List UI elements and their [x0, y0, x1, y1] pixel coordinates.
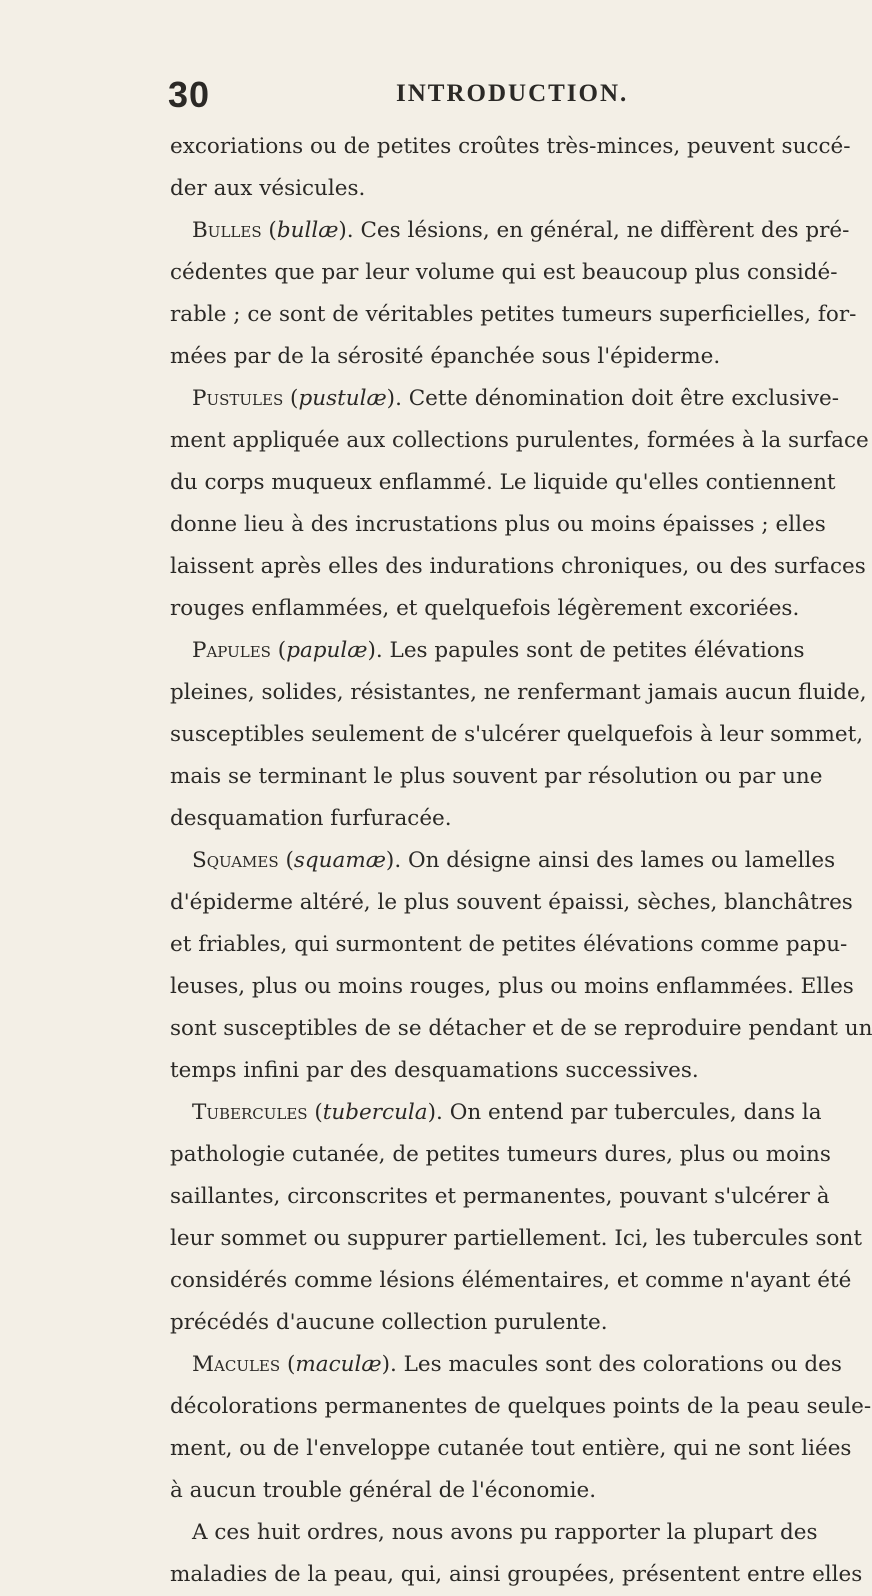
section-term: Macules — [192, 1352, 281, 1377]
text-line: Tubercules (tubercula). On entend par tubercules, dans la — [192, 1100, 822, 1125]
text-line: saillantes, circonscrites et permanentes, pouvant s'ulcérer à — [170, 1184, 830, 1209]
section-term: Papules — [192, 638, 271, 663]
text-line: décolorations permanentes de quelques points de la peau seule- — [170, 1394, 872, 1419]
latin-term: squamæ — [293, 848, 386, 873]
text-line: ment appliquée aux collections purulentes, formées à la surface — [170, 428, 869, 453]
text-line: Papules (papulæ). Les papules sont de petites élévations — [192, 638, 805, 663]
text-line: donne lieu à des incrustations plus ou moins épaisses ; elles — [170, 512, 826, 537]
text-line: Bulles (bullæ). Ces lésions, en général, ne diffèrent des pré- — [192, 218, 850, 243]
section-term: Pustules — [192, 386, 284, 411]
text-line: précédés d'aucune collection purulente. — [170, 1310, 608, 1335]
section-term: Squames — [192, 848, 279, 873]
text-line: der aux vésicules. — [170, 176, 366, 201]
body-text — [170, 126, 872, 1596]
text-line: d'épiderme altéré, le plus souvent épaissi, sèches, blanchâtres — [170, 890, 853, 915]
page-header — [168, 74, 628, 126]
latin-term: bullæ — [276, 218, 339, 243]
text-line: à aucun trouble général de l'économie. — [170, 1478, 597, 1503]
text-line: excoriations ou de petites croûtes très-minces, peuvent succé- — [170, 134, 851, 159]
text-line: maladies de la peau, qui, ainsi groupées, présentent entre elles — [170, 1562, 863, 1587]
text-line: Macules (maculæ). Les macules sont des colorations ou des — [192, 1352, 842, 1377]
text-line: mées par de la sérosité épanchée sous l'épiderme. — [170, 344, 721, 369]
latin-term: tubercula — [322, 1100, 428, 1125]
text-line: rable ; ce sont de véritables petites tumeurs superficielles, for- — [170, 302, 857, 327]
latin-term: papulæ — [286, 638, 368, 663]
text-line: ment, ou de l'enveloppe cutanée tout entière, qui ne sont liées — [170, 1436, 852, 1461]
text-line: pathologie cutanée, de petites tumeurs dures, plus ou moins — [170, 1142, 831, 1167]
section-term: Tubercules — [192, 1100, 308, 1125]
latin-term: maculæ — [295, 1352, 382, 1377]
text-line: leur sommet ou suppurer partiellement. Ici, les tubercules sont — [170, 1226, 862, 1251]
text-line: susceptibles seulement de s'ulcérer quelquefois à leur sommet, — [170, 722, 864, 747]
text-line: cédentes que par leur volume qui est beaucoup plus considé- — [170, 260, 838, 285]
text-line: sont susceptibles de se détacher et de se reproduire pendant un — [170, 1016, 872, 1041]
text-line: considérés comme lésions élémentaires, et comme n'ayant été — [170, 1268, 852, 1293]
section-term: Bulles — [192, 218, 262, 243]
latin-term: pustulæ — [298, 386, 387, 411]
text-line: pleines, solides, résistantes, ne renfermant jamais aucun fluide, — [170, 680, 867, 705]
text-line: laissent après elles des indurations chroniques, ou des surfaces — [170, 554, 866, 579]
text-line: et friables, qui surmontent de petites élévations comme papu- — [170, 932, 848, 957]
text-line: leuses, plus ou moins rouges, plus ou moins enflammées. Elles — [170, 974, 854, 999]
text-line: A ces huit ordres, nous avons pu rapporter la plupart des — [192, 1520, 818, 1545]
text-line: du corps muqueux enflammé. Le liquide qu'elles contiennent — [170, 470, 836, 495]
text-line: rouges enflammées, et quelquefois légèrement excoriées. — [170, 596, 800, 621]
page-number: 30 — [168, 74, 211, 115]
running-head: INTRODUCTION. — [396, 80, 629, 107]
text-line: mais se terminant le plus souvent par résolution ou par une — [170, 764, 823, 789]
text-line: Pustules (pustulæ). Cette dénomination doit être exclusive- — [192, 386, 840, 411]
text-line: temps infini par des desquamations successives. — [170, 1058, 699, 1083]
text-line: Squames (squamæ). On désigne ainsi des lames ou lamelles — [192, 848, 836, 873]
text-line: desquamation furfuracée. — [170, 806, 452, 831]
